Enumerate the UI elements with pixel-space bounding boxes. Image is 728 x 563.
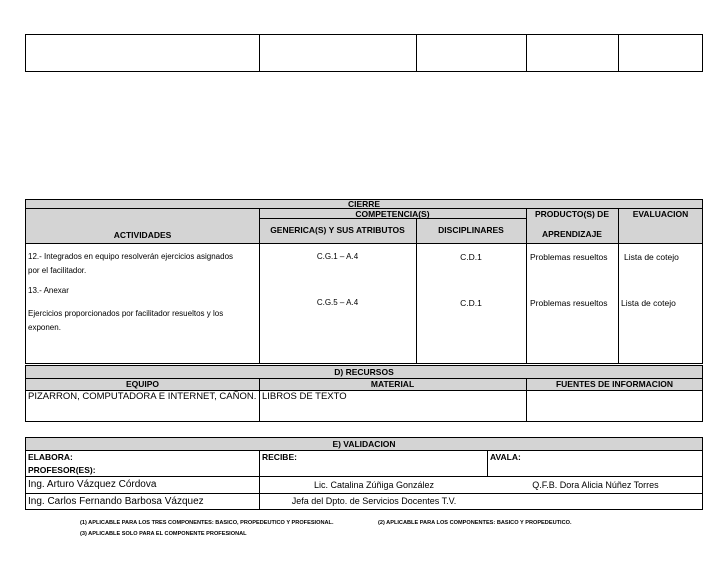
validacion-row-line	[25, 493, 703, 494]
cierre-col-divider	[416, 218, 417, 364]
evaluacion-cell: Lista de cotejo	[624, 252, 679, 262]
footnote-1: (1) APLICABLE PARA LOS TRES COMPONENTES: BASICO, PROPEDEUTICO Y PROFESIONAL.	[80, 520, 334, 526]
validacion-title-line	[25, 450, 703, 451]
actividad-line: por el facilitador.	[28, 266, 87, 275]
elabora-label: ELABORA:	[28, 452, 73, 462]
genericas-header: GENERICA(S) Y SUS ATRIBUTOS	[270, 225, 405, 235]
producto-header-2: APRENDIZAJE	[542, 229, 602, 239]
recibe-label: RECIBE:	[262, 452, 297, 462]
top-table	[25, 34, 703, 72]
avala-name: Q.F.B. Dora Alicia Núñez Torres	[532, 480, 659, 490]
footnote-2: (2) APLICABLE PARA LOS COMPONENTES: BASICO Y PROPEDEUTICO.	[378, 520, 572, 526]
material-header: MATERIAL	[370, 379, 415, 389]
recursos-title: D) RECURSOS	[334, 367, 394, 377]
disciplinar-cell: C.D.1	[460, 252, 482, 262]
actividad-line: exponen.	[28, 323, 61, 332]
top-table-divider	[259, 34, 260, 72]
validacion-row-line	[25, 476, 703, 477]
competencia-header: COMPETENCIA(S)	[355, 209, 430, 219]
avala-label: AVALA:	[490, 452, 521, 462]
footnote-3: (3) APLICABLE SOLO PARA EL COMPONENTE PROFESIONAL	[80, 531, 247, 537]
generica-cell: C.G.5 – A.4	[316, 298, 359, 307]
actividad-line: 13.- Anexar	[28, 286, 69, 295]
top-table-divider	[416, 34, 417, 72]
generica-cell: C.G.1 – A.4	[316, 252, 359, 261]
producto-header: PRODUCTO(S) DE	[535, 209, 609, 219]
cierre-header-bottom	[25, 243, 703, 244]
disciplinares-header: DISCIPLINARES	[438, 225, 504, 235]
material-value: LIBROS DE TEXTO	[262, 391, 347, 402]
equipo-value: PIZARRON, COMPUTADORA E INTERNET, CAÑON.	[28, 391, 257, 402]
disciplinar-cell: C.D.1	[460, 298, 482, 308]
profesor-name: Ing. Arturo Vázquez Córdova	[28, 479, 157, 490]
producto-cell: Problemas resueltos	[530, 298, 608, 308]
validacion-title: E) VALIDACION	[332, 439, 396, 449]
equipo-header: EQUIPO	[125, 379, 160, 389]
recibe-title: Jefa del Dpto. de Servicios Docentes T.V.	[291, 496, 457, 506]
fuentes-header: FUENTES DE INFORMACION	[555, 379, 674, 389]
top-table-divider	[618, 34, 619, 72]
validacion-col-divider	[487, 450, 488, 477]
cierre-col-divider	[618, 208, 619, 364]
actividades-header: ACTIVIDADES	[113, 230, 172, 240]
profesor-name: Ing. Carlos Fernando Barbosa Vázquez	[28, 496, 204, 507]
evaluacion-header: EVALUACION	[632, 209, 689, 219]
recibe-name: Lic. Catalina Zúñiga González	[313, 480, 435, 490]
cierre-title: CIERRE	[347, 199, 381, 209]
producto-cell: Problemas resueltos	[530, 252, 608, 262]
top-table-divider	[526, 34, 527, 72]
actividad-line: 12.- Integrados en equipo resolverán ejercicios asignados	[28, 252, 234, 261]
evaluacion-cell: Lista de cotejo	[621, 298, 676, 308]
profesores-label: PROFESOR(ES):	[28, 465, 96, 475]
actividad-line: Ejercicios proporcionados por facilitador resueltos y los	[28, 309, 224, 318]
